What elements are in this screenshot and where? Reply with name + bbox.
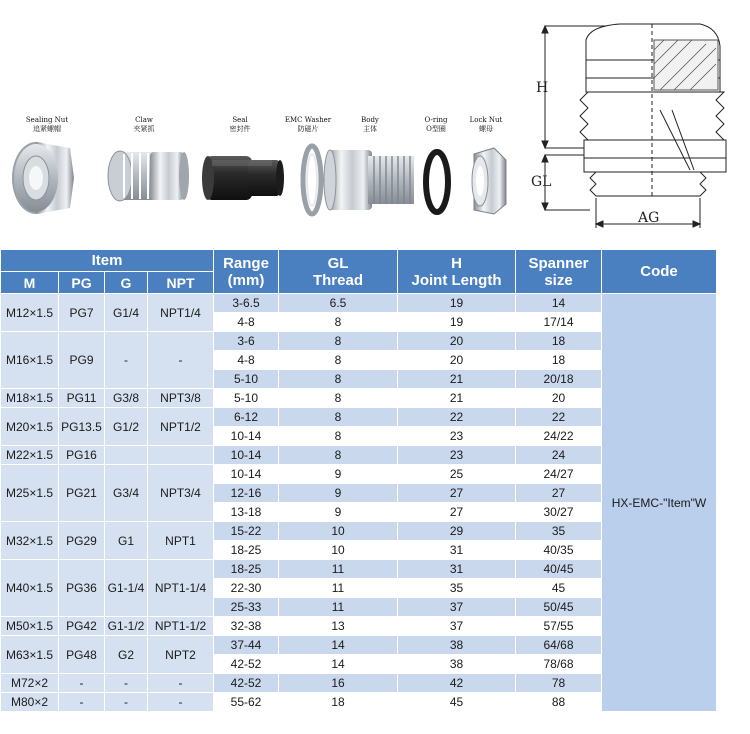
cell-g: G1/4: [105, 294, 148, 332]
cell-h: 45: [398, 693, 516, 712]
cell-g: G1: [105, 522, 148, 560]
header-npt: NPT: [148, 272, 214, 294]
header-h-line2: Joint Length: [411, 271, 502, 289]
header-spanner-size: [516, 250, 602, 294]
cell-sp: 78: [516, 674, 602, 693]
header-gl-line1: GL: [327, 254, 349, 272]
cell-range: 6-12: [214, 408, 279, 427]
cell-range: 42-52: [214, 655, 279, 674]
part-label-zh: 追紧螺帽: [33, 125, 61, 133]
cell-range: 37-44: [214, 636, 279, 655]
technical-drawing: [542, 24, 726, 228]
part-label-zh: 夹紧抓: [133, 125, 155, 133]
cell-pg: PG21: [59, 465, 105, 522]
cell-sp: 20: [516, 389, 602, 408]
cell-pg: PG11: [59, 389, 105, 408]
cell-gl: 16: [279, 674, 398, 693]
part-label-en: Seal: [232, 116, 248, 124]
cell-sp: 45: [516, 579, 602, 598]
cell-range: 18-25: [214, 541, 279, 560]
cell-sp: 18: [516, 351, 602, 370]
cell-range: 4-8: [214, 351, 279, 370]
cell-g: G1-1/2: [105, 617, 148, 636]
cell-range: 4-8: [214, 313, 279, 332]
cell-gl: 8: [279, 408, 398, 427]
cell-gl: 6.5: [279, 294, 398, 313]
cell-range: 15-22: [214, 522, 279, 541]
cell-h: 20: [398, 351, 516, 370]
cell-gl: 18: [279, 693, 398, 712]
cell-g: G3/8: [105, 389, 148, 408]
cell-pg: PG9: [59, 332, 105, 389]
cell-npt: [148, 446, 214, 465]
cell-pg: PG42: [59, 617, 105, 636]
cell-m: M32×1.5: [1, 522, 59, 560]
cell-h: 20: [398, 332, 516, 351]
body-icon: [324, 150, 414, 210]
cell-sp: 78/68: [516, 655, 602, 674]
cell-range: 3-6.5: [214, 294, 279, 313]
cell-npt: NPT1/2: [148, 408, 214, 446]
cell-gl: 11: [279, 598, 398, 617]
cell-sp: 24/27: [516, 465, 602, 484]
cell-sp: 22: [516, 408, 602, 427]
dimension-gl-label: GL: [531, 174, 552, 190]
cell-h: 19: [398, 294, 516, 313]
header-joint-length: [398, 250, 516, 294]
cell-range: 10-14: [214, 446, 279, 465]
dimension-ag-label: AG: [638, 210, 660, 226]
cell-gl: 8: [279, 446, 398, 465]
cell-sp: 24/22: [516, 427, 602, 446]
cell-m: M22×1.5: [1, 446, 59, 465]
header-item: Item: [1, 250, 214, 272]
cell-h: 22: [398, 408, 516, 427]
cell-pg: PG13.5: [59, 408, 105, 446]
cell-sp: 35: [516, 522, 602, 541]
cell-g: -: [105, 674, 148, 693]
cell-sp: 14: [516, 294, 602, 313]
sealing-nut-icon: [12, 142, 74, 214]
part-label-zh: 防磁片: [297, 125, 319, 133]
header-range-line1: Range: [223, 254, 269, 272]
lock-nut-icon: [472, 148, 506, 214]
cell-h: 21: [398, 389, 516, 408]
part-label-zh: 主体: [363, 125, 377, 133]
cell-gl: 9: [279, 503, 398, 522]
header-m: M: [1, 272, 59, 294]
cell-npt: NPT3/4: [148, 465, 214, 522]
cell-sp: 30/27: [516, 503, 602, 522]
cell-pg: PG48: [59, 636, 105, 674]
cell-h: 42: [398, 674, 516, 693]
part-label-zh: 密封件: [229, 125, 251, 133]
cell-h: 31: [398, 541, 516, 560]
cell-sp: 50/45: [516, 598, 602, 617]
header-sp-line1: Spanner: [528, 254, 589, 272]
part-label-en: O-ring: [424, 116, 448, 124]
cell-code: HX-EMC-"Item"W: [602, 294, 717, 712]
part-label-en: Lock Nut: [469, 116, 503, 124]
part-label-zh: O型圈: [426, 125, 446, 133]
header-code: Code: [602, 250, 717, 294]
cell-range: 42-52: [214, 674, 279, 693]
cell-h: 37: [398, 617, 516, 636]
cell-sp: 24: [516, 446, 602, 465]
cell-pg: PG36: [59, 560, 105, 617]
cell-gl: 11: [279, 579, 398, 598]
emc-washer-icon: [303, 146, 321, 214]
cell-sp: 40/35: [516, 541, 602, 560]
part-label-en: Claw: [135, 116, 153, 124]
spec-table-body: [1, 294, 717, 712]
cell-m: M63×1.5: [1, 636, 59, 674]
o-ring-icon: [426, 152, 448, 212]
cell-gl: 10: [279, 522, 398, 541]
cell-npt: NPT1: [148, 522, 214, 560]
cell-npt: -: [148, 332, 214, 389]
cell-sp: 40/45: [516, 560, 602, 579]
cell-h: 21: [398, 370, 516, 389]
cell-pg: -: [59, 693, 105, 712]
header-range-line2: (mm): [227, 271, 265, 289]
header-range: [214, 250, 279, 294]
cell-gl: 9: [279, 484, 398, 503]
product-illustration: [0, 0, 750, 244]
cell-h: 38: [398, 636, 516, 655]
cell-g: G1/2: [105, 408, 148, 446]
cell-h: 23: [398, 427, 516, 446]
cell-g: -: [105, 693, 148, 712]
cell-sp: 20/18: [516, 370, 602, 389]
cell-range: 3-6: [214, 332, 279, 351]
cell-gl: 9: [279, 465, 398, 484]
cell-npt: -: [148, 674, 214, 693]
cell-gl: 10: [279, 541, 398, 560]
cell-npt: NPT2: [148, 636, 214, 674]
cell-gl: 8: [279, 389, 398, 408]
cell-npt: NPT1/4: [148, 294, 214, 332]
cell-gl: 14: [279, 655, 398, 674]
cell-m: M12×1.5: [1, 294, 59, 332]
cell-range: 32-38: [214, 617, 279, 636]
header-g: G: [105, 272, 148, 294]
cell-gl: 8: [279, 427, 398, 446]
cell-npt: -: [148, 693, 214, 712]
cell-range: 5-10: [214, 389, 279, 408]
cell-range: 25-33: [214, 598, 279, 617]
cell-range: 5-10: [214, 370, 279, 389]
cell-g: G2: [105, 636, 148, 674]
cell-sp: 57/55: [516, 617, 602, 636]
cell-sp: 17/14: [516, 313, 602, 332]
cell-range: 10-14: [214, 465, 279, 484]
cell-range: 10-14: [214, 427, 279, 446]
cell-m: M25×1.5: [1, 465, 59, 522]
table-row: [1, 294, 717, 313]
cell-h: 23: [398, 446, 516, 465]
cell-gl: 14: [279, 636, 398, 655]
cell-h: 31: [398, 560, 516, 579]
cell-range: 22-30: [214, 579, 279, 598]
cell-g: -: [105, 332, 148, 389]
cell-m: M40×1.5: [1, 560, 59, 617]
cell-m: M16×1.5: [1, 332, 59, 389]
cell-sp: 18: [516, 332, 602, 351]
part-label-zh: 螺母: [479, 125, 493, 133]
part-label-en: EMC Washer: [284, 116, 332, 124]
cell-pg: -: [59, 674, 105, 693]
cell-gl: 8: [279, 313, 398, 332]
cell-npt: NPT1-1/4: [148, 560, 214, 617]
cell-g: G3/4: [105, 465, 148, 522]
cell-h: 27: [398, 503, 516, 522]
cell-gl: 11: [279, 560, 398, 579]
cell-h: 35: [398, 579, 516, 598]
part-label-en: Sealing Nut: [25, 116, 69, 124]
cell-pg: PG16: [59, 446, 105, 465]
cell-h: 37: [398, 598, 516, 617]
header-gl-thread: [279, 250, 398, 294]
header-gl-line2: Thread: [312, 271, 363, 289]
cell-m: M18×1.5: [1, 389, 59, 408]
parts-drawing: [0, 0, 750, 244]
spec-table: [0, 249, 717, 712]
cell-sp: 27: [516, 484, 602, 503]
cell-sp: 88: [516, 693, 602, 712]
cell-g: G1-1/4: [105, 560, 148, 617]
cell-gl: 8: [279, 370, 398, 389]
cell-range: 13-18: [214, 503, 279, 522]
cell-range: 55-62: [214, 693, 279, 712]
cell-gl: 8: [279, 351, 398, 370]
cell-sp: 64/68: [516, 636, 602, 655]
cell-m: M20×1.5: [1, 408, 59, 446]
cell-h: 27: [398, 484, 516, 503]
cell-h: 25: [398, 465, 516, 484]
cell-pg: PG29: [59, 522, 105, 560]
cell-npt: NPT1-1/2: [148, 617, 214, 636]
cell-h: 29: [398, 522, 516, 541]
cell-h: 38: [398, 655, 516, 674]
cell-npt: NPT3/8: [148, 389, 214, 408]
seal-icon: [202, 156, 284, 200]
header-sp-line2: size: [544, 271, 573, 289]
cell-range: 18-25: [214, 560, 279, 579]
cell-m: M80×2: [1, 693, 59, 712]
part-label-en: Body: [361, 116, 379, 124]
cell-h: 19: [398, 313, 516, 332]
cell-m: M50×1.5: [1, 617, 59, 636]
claw-icon: [108, 151, 189, 201]
cell-range: 12-16: [214, 484, 279, 503]
cell-gl: 13: [279, 617, 398, 636]
dimension-h-label: H: [536, 80, 549, 96]
cell-m: M72×2: [1, 674, 59, 693]
cell-pg: PG7: [59, 294, 105, 332]
header-pg: PG: [59, 272, 105, 294]
header-h-line1: H: [451, 254, 462, 272]
cell-gl: 8: [279, 332, 398, 351]
cell-g: [105, 446, 148, 465]
